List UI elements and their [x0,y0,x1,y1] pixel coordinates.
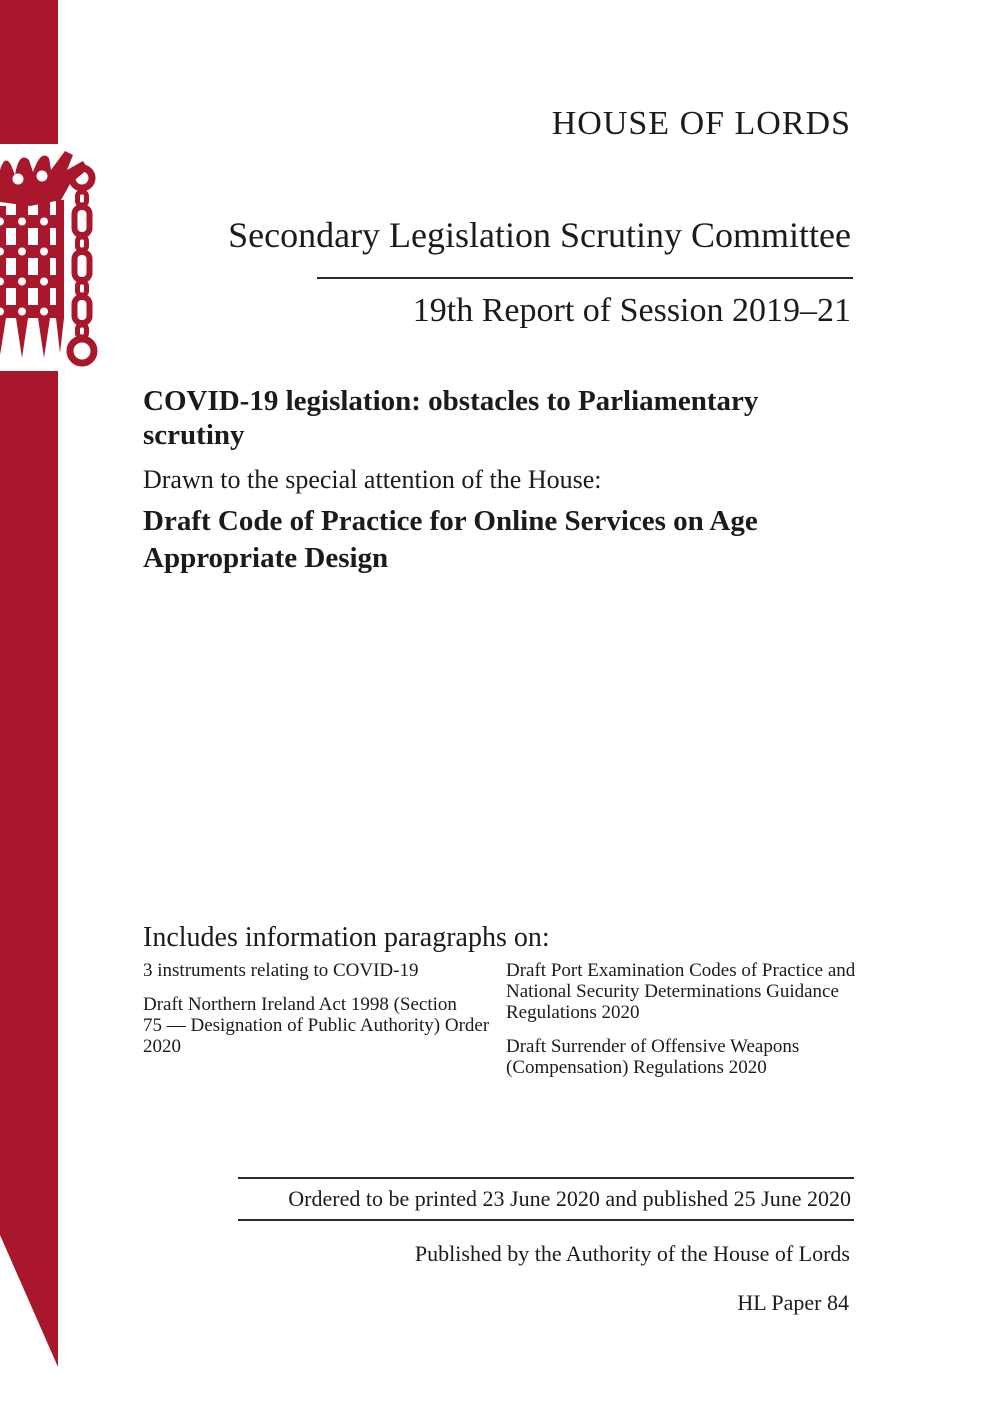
draft-code-heading [143,503,758,577]
footer-rule-top [238,1177,854,1179]
covid-heading [143,384,758,452]
published-authority-line: Published by the Authority of the House of Lords [414,1241,850,1266]
info-line: 3 instruments relating to COVID-19 [143,960,419,981]
info-item [143,994,495,1057]
title-rule [317,277,853,279]
info-line: 2020 [143,1036,181,1057]
info-item [506,960,866,1023]
draft-code-heading-line: Appropriate Design [143,542,389,574]
banner-stripe-top [0,0,58,144]
info-column-right [506,960,866,1091]
ordered-printed-line: Ordered to be printed 23 June 2020 and published 25 June 2020 [288,1186,851,1211]
committee-title: Secondary Legislation Scrutiny Committee [228,215,851,255]
info-item [143,960,495,981]
covid-heading-line: scrutiny [143,419,245,451]
house-title: HOUSE OF LORDS [551,105,851,142]
info-line: Draft Surrender of Offensive Weapons [506,1036,800,1057]
info-line: Draft Port Examination Codes of Practice and [506,960,856,981]
hl-paper-number: HL Paper 84 [737,1290,849,1315]
info-line: (Compensation) Regulations 2020 [506,1057,767,1078]
footer-rule-bottom [238,1219,854,1221]
portcullis-grid-icon [0,200,64,358]
chain-icon [60,168,94,363]
drawn-attention-line: Drawn to the special attention of the House: [143,465,602,494]
info-line: Draft Northern Ireland Act 1998 (Section [143,994,457,1015]
banner-stripe-main [0,371,58,1235]
portcullis-logo [0,148,100,378]
report-session-line: 19th Report of Session 2019–21 [412,292,851,329]
info-line: Regulations 2020 [506,1002,640,1023]
info-column-left [143,960,495,1070]
info-line: National Security Determinations Guidance [506,981,839,1002]
includes-heading: Includes information paragraphs on: [143,922,550,953]
draft-code-heading-line: Draft Code of Practice for Online Services on Age [143,505,758,537]
info-line: 75 — Designation of Public Authority) Order [143,1015,490,1036]
covid-heading-line: COVID-19 legislation: obstacles to Parliamentary [143,385,759,417]
banner-stripe-taper [0,1235,58,1367]
info-item [506,1036,866,1078]
